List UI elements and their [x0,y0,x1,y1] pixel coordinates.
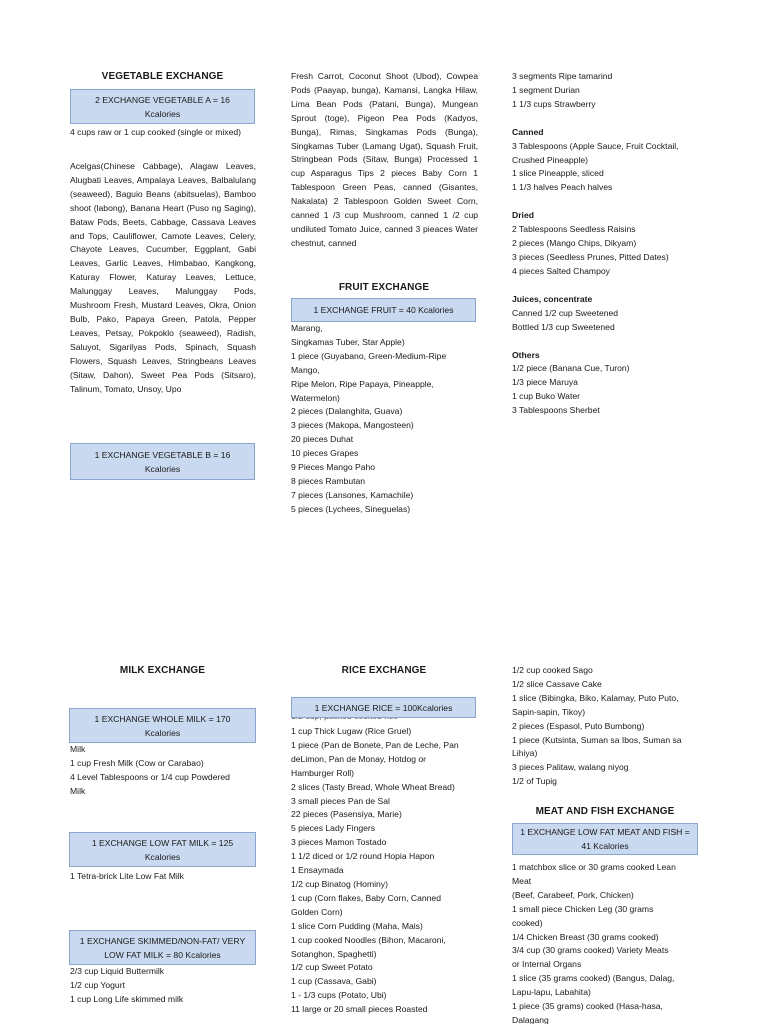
list-item: 1 piece (Kutsinta, Suman sa Ibos, Suman sa [512,734,682,745]
rice-list [291,725,481,1017]
list-item: 3 pieces Palitaw, walang niyog [512,762,629,773]
list-item: 3 pieces Mamon Tostado [291,837,387,848]
vegetable-a-box-label: 2 EXCHANGE VEGETABLE A = 16 Kcalories [95,94,230,119]
others-heading: Others [512,349,540,360]
list-item: or Internal Organs [512,959,582,970]
list-item: 1 matchbox slice or 30 grams cooked Lean [512,862,676,872]
list-item: Milk [70,744,86,754]
list-item: 1/2 cup Yogurt [70,979,125,990]
meat-fish-box [512,823,698,855]
list-item: 2/3 cup Liquid Buttermilk [70,966,165,976]
list-item: Crushed Pineapple) [512,154,588,165]
skimmed-milk-list [70,965,260,1007]
list-item: 1 cup Thick Lugaw (Rice Gruel) [291,726,412,736]
vegetable-b-list: Fresh Carrot, Coconut Shoot (Ubod), Cowpea Pods (Paayap, bunga), Kamansi, Langka Hilaw, Lima Bean Pods (Patani, Bunga), Mungean Sprout (toge), Pigeon Pea Pods (Kadyos, Bunga), Rimas, Singkamas Pods (Bunga), Singkamas Tuber (Lamang Ugat), Squash Fruit, Stringbean Pods (Sitaw, Bunga) Processed 1 cup Asparagus Tips 2 pieces Baby Corn 1 Tablespoon Green Peas, canned (Gisantes, Nakalata) 2 Tablespoon Golden Sweet Corn, canned 1 /3 cup Mushroom, canned 1 /2 cup undiluted Tomato Juice, canned 3 pieaces Water chestnut, canned [291,71,478,248]
list-item: 1 1/3 halves Peach halves [512,182,613,193]
vegetable-a-list: Acelgas(Chinese Cabbage), Alagaw Leaves, Alugbati Leaves, Ampalaya Leaves, Balbalulang (seaweed), Baguio Beans (abitsuelas), Bamboo shoot (labong), Banana Heart (Puso ng Saging), Bataw Pods, Beets, Cabbage, Cassava Leaves and Tops, Cauliflower, Camote Leaves, Celery, Chayote Leaves, Cucumber, Eggplant, Gabi Leaves, Garlic Leaves, Himbabao, Kangkong, Katuray Flower, Katuray Leaves, Lettuce, Malunggay Leaves, Malunggay Pods, Mushroom Fresh, Mustard Leaves, Okra, Onion Bulb, Pako, Papaya Green, Patola, Pepper Leaves, Petsay, Pokpoklo (seaweed), Radish, Saluyot, Sigarilyas Pods, Spinach, Squash Flowers, Squash Leaves, Stringbeans Leaves (Sitaw, Dahon), Sweet Pea Pods (Sitsaro), Talinum, Tomato, Unsoy, Upo [70,161,256,394]
list-item: 1 cup cooked Noodles (Bihon, Macaroni, [291,934,446,945]
list-item: 1 slice Corn Pudding (Maha, Mais) [291,920,423,931]
low-fat-milk-box [69,832,256,867]
list-item: Hamburger Roll) [291,767,355,778]
whole-milk-list [70,743,260,799]
list-item: 1 1/2 diced or 1/2 round Hopia Hapon [291,851,435,862]
list-item: 11 large or 20 small pieces Roasted [291,1004,428,1015]
list-item: Sotanghon, Spaghetti) [291,948,377,959]
list-item: 3 pieces (Makopa, Mangosteen) [291,420,414,431]
meat-fish-list [512,861,727,1024]
meat-fish-exchange-title: MEAT AND FISH EXCHANGE [535,806,675,817]
list-item: 3 Tablespoons (Apple Sauce, Fruit Cocktail, [512,140,679,151]
list-item: Dalagang [512,1014,549,1024]
skimmed-milk-box [69,930,256,965]
list-item: 1 cup (Corn flakes, Baby Corn, Canned [291,892,441,903]
list-item: Lapu-lapu, Labahita) [512,987,591,998]
list-item: 10 pieces Grapes [291,448,359,459]
list-item: 1 Tetra-brick Lite Low Fat Milk [70,871,184,881]
list-item: 1/4 Chicken Breast (30 grams cooked) [512,931,659,942]
list-item: 20 pieces Duhat [291,434,354,445]
whole-milk-box [69,708,256,743]
list-item: 4 pieces Salted Champoy [512,265,610,276]
fruit-box [291,298,476,322]
list-item: 4 Level Tablespoons or 1/4 cup Powdered [70,771,230,782]
list-item: 1 - 1/3 cups (Potato, Ubi) [291,990,387,1001]
list-item: 1 piece (Pan de Bonete, Pan de Leche, Pan [291,739,459,750]
dried-heading: Dried [512,210,534,221]
list-item: 2 slices (Tasty Bread, Whole Wheat Bread) [291,781,455,792]
list-item: 1 small piece Chicken Leg (30 grams [512,903,654,914]
list-item: Milk [70,785,86,796]
vegetable-b-box-label: 1 EXCHANGE VEGETABLE B = 16 Kcalories [94,449,231,474]
fruit-exchange-title: FRUIT EXCHANGE [338,282,430,293]
list-item: 2 Tablespoons Seedless Raisins [512,224,636,235]
list-item: 7 pieces (Lansones, Kamachile) [291,489,414,500]
list-item: Sapin-sapin, Tikoy) [512,706,586,717]
vegetable-exchange-title: VEGETABLE EXCHANGE [101,71,224,82]
list-item: 1 piece (Guyabano, Green-Medium-Ripe [291,350,447,361]
list-item: 2 pieces (Dalanghita, Guava) [291,406,403,417]
list-item: Singkamas Tuber, Star Apple) [291,336,405,347]
list-item: Lihiya) [512,748,538,759]
low-fat-milk-list [70,870,260,884]
rice-box-label: 1 EXCHANGE RICE = 100Kcalories [314,702,453,713]
list-item: 1 cup Buko Water [512,391,580,402]
fruit-list [291,322,481,517]
rice-box [291,697,476,718]
rice-exchange-title: RICE EXCHANGE [341,665,427,676]
fruit-box-label: 1 EXCHANGE FRUIT = 40 Kcalories [313,305,454,315]
list-item: 2 pieces (Mango Chips, Dikyam) [512,238,637,249]
list-item: 9 Pieces Mango Paho [291,462,376,473]
list-item: 3 segments Ripe tamarind [512,71,613,81]
list-item: 1 segment Durian [512,84,580,95]
list-item: 3/4 cup (30 grams cooked) Variety Meats [512,945,669,956]
list-item: 5 pieces (Lychees, Sineguelas) [291,503,411,514]
list-item: 1 cup (Cassava, Gabi) [291,976,377,987]
list-item: 1/2 piece (Banana Cue, Turon) [512,363,630,374]
canned-heading: Canned [512,126,544,137]
list-item: 1/3 piece Maruya [512,377,578,388]
milk-exchange-title: MILK EXCHANGE [119,665,206,676]
list-item: Marang, [291,323,323,333]
list-item: 3 pieces (Seedless Prunes, Pitted Dates) [512,251,669,262]
list-item: 1/2 of Tupig [512,776,557,787]
whole-milk-box-label: 1 EXCHANGE WHOLE MILK = 170 Kcalories [94,713,231,738]
low-fat-milk-box-label: 1 EXCHANGE LOW FAT MILK = 125 Kcalories [91,837,234,862]
list-item: 1 slice (35 grams cooked) (Bangus, Dalag, [512,973,675,984]
list-item: Bottled 1/3 cup Sweetened [512,321,615,332]
list-item: 1/2 cup cooked Sago [512,665,593,675]
juices-heading: Juices, concentrate [512,293,593,304]
list-item: 1 slice (Bibingka, Biko, Kalamay, Puto Puto, [512,692,679,703]
vegetable-a-box [70,89,255,124]
list-item: 1 piece (35 grams) cooked (Hasa-hasa, [512,1001,663,1012]
list-item: Golden Corn) [291,906,343,917]
list-item: Mango, [291,364,320,375]
list-item: Watermelon) [291,392,340,403]
list-item: 1 Ensaymada [291,865,344,876]
list-item: Ripe Melon, Ripe Papaya, Pineapple, [291,378,434,389]
vegetable-b-box [70,443,255,480]
list-item: 2 pieces (Espasol, Puto Bumbong) [512,720,645,731]
list-item: (Beef, Carabeef, Pork, Chicken) [512,889,634,900]
list-item: 3 small pieces Pan de Sal [291,795,390,806]
list-item: 1 1/3 cups Strawberry [512,98,596,109]
list-item: 1/2 slice Cassave Cake [512,678,602,689]
list-item: 1 cup Long Life skimmed milk [70,993,184,1004]
rice-list-continued [512,664,727,789]
list-item: 5 pieces Lady Fingers [291,823,376,834]
list-item: 22 pieces (Pasensiya, Marie) [291,809,402,820]
fruit-list-continued [512,70,722,418]
list-item: 1/2 cup Sweet Potato [291,962,373,973]
list-item: Meat [512,875,532,886]
list-item: 1/2 cup Binatog (Hominy) [291,878,388,889]
list-item: 3 Tablespoons Sherbet [512,405,600,416]
list-item: deLimon, Pan de Monay, Hotdog or [291,753,427,764]
list-item: 1 cup Fresh Milk (Cow or Carabao) [70,757,204,768]
skimmed-milk-box-label: 1 EXCHANGE SKIMMED/NON-FAT/ VERY LOW FAT MILK = 80 Kcalories [79,935,246,960]
vegetable-a-note: 4 cups raw or 1 cup cooked (single or mixed) [70,127,241,137]
meat-fish-box-label: 1 EXCHANGE LOW FAT MEAT AND FISH = 41 Kcalories [520,827,690,851]
list-item: 1 slice Pineapple, sliced [512,168,604,179]
list-item: 8 pieces Rambutan [291,475,366,486]
list-item: Canned 1/2 cup Sweetened [512,307,619,318]
list-item: cooked) [512,917,543,928]
